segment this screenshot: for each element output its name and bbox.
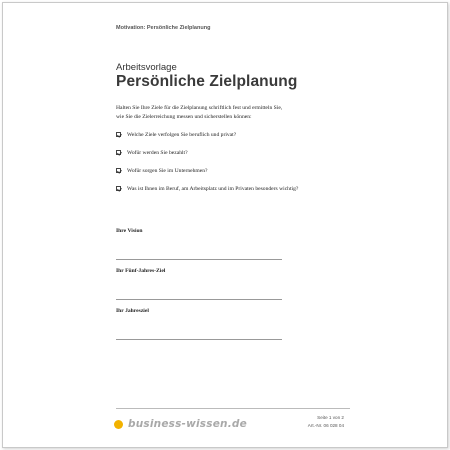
page-number: Seite 1 von 2 (317, 415, 344, 420)
checklist-item-text: Was ist Ihnen im Beruf, am Arbeitsplatz und im Privaten besonders wichtig? (127, 186, 299, 192)
annual-goal-answer-line[interactable] (116, 339, 282, 340)
logo-text: business-wissen.de (128, 418, 247, 430)
checklist-item (116, 149, 316, 158)
checkbox-icon[interactable] (116, 186, 121, 191)
checklist-item-text: Welche Ziele verfolgen Sie beruflich und privat? (127, 132, 237, 138)
question-checklist (116, 131, 316, 203)
page-info (308, 414, 344, 430)
business-wissen-logo[interactable] (114, 418, 247, 430)
annual-goal-label: Ihr Jahresziel (116, 308, 149, 314)
running-header: Motivation: Persönliche Zielplanung (116, 25, 211, 31)
intro-line: wie Sie die Zielerreichung messen und sicherstellen können: (116, 114, 252, 120)
checklist-item-text: Wofür werden Sie bezahlt? (127, 150, 188, 156)
document-page (2, 2, 448, 448)
checklist-item (116, 167, 316, 176)
five-year-goal-label: Ihr Fünf-Jahres-Ziel (116, 268, 166, 274)
checklist-item-text: Wofür sorgen Sie im Unternehmen? (127, 168, 208, 174)
logo-dot-icon (114, 420, 123, 429)
document-kicker: Arbeitsvorlage (116, 62, 177, 73)
five-year-goal-answer-line[interactable] (116, 299, 282, 300)
document-title: Persönliche Zielplanung (116, 73, 298, 90)
intro-line: Halten Sie Ihre Ziele für die Zielplanung schriftlich fest und ermitteln Sie, (116, 105, 283, 111)
intro-paragraph (116, 104, 336, 122)
article-number: Art.-Nr. 06 028 04 (307, 423, 344, 428)
checkbox-icon[interactable] (116, 150, 121, 155)
footer-divider (116, 408, 350, 409)
vision-label: Ihre Vision (116, 228, 143, 234)
checkbox-icon[interactable] (116, 168, 121, 173)
checklist-item (116, 131, 316, 140)
checklist-item (116, 185, 316, 194)
vision-answer-line[interactable] (116, 259, 282, 260)
checkbox-icon[interactable] (116, 132, 121, 137)
